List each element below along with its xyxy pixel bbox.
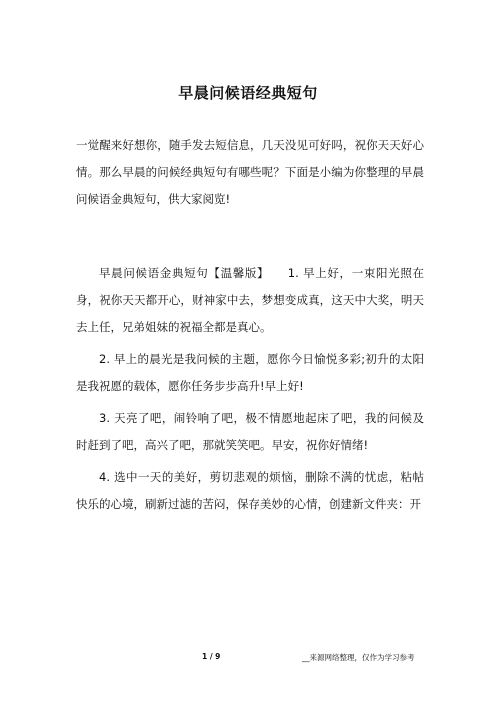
page-title: 早晨问候语经典短句 bbox=[178, 84, 318, 102]
paragraph-3: 3. 天亮了吧，闹铃响了吧，极不情愿地起床了吧，我的问候及时赶到了吧，高兴了吧，那就笑笑吧。早安，祝你好情绪! bbox=[76, 411, 424, 452]
paragraph-1: 早晨问候语金典短句【温馨版】 1. 早上好，一束阳光照在身，祝你天天都开心，财神家中去，梦想变成真，这天中大奖，明天去上任，兄弟姐妹的祝福全都是真心。 bbox=[76, 266, 424, 334]
document-body bbox=[76, 132, 424, 518]
paragraph-4: 4. 选中一天的美好，剪切悲观的烦恼，删除不满的忧虑，粘帖快乐的心境，刷新过滤的苦闷，保存美妙的心情，创建新文件夹：开 bbox=[76, 470, 424, 511]
source-note: __来源网络整理，仅作为学习参考 bbox=[302, 653, 415, 662]
intro-paragraph: 一觉醒来好想你，随手发去短信息，几天没见可好吗，祝你天天好心情。那么早晨的问候经典短句有哪些呢？下面是小编为你整理的早晨问候语金典短句，供大家阅览! bbox=[76, 138, 424, 206]
paragraph-2: 2. 早上的晨光是我问候的主题，愿你今日愉悦多彩;初升的太阳是我祝愿的载体，愿你任务步步高升!早上好! bbox=[76, 352, 424, 393]
page-number: 1 / 9 bbox=[202, 652, 221, 661]
